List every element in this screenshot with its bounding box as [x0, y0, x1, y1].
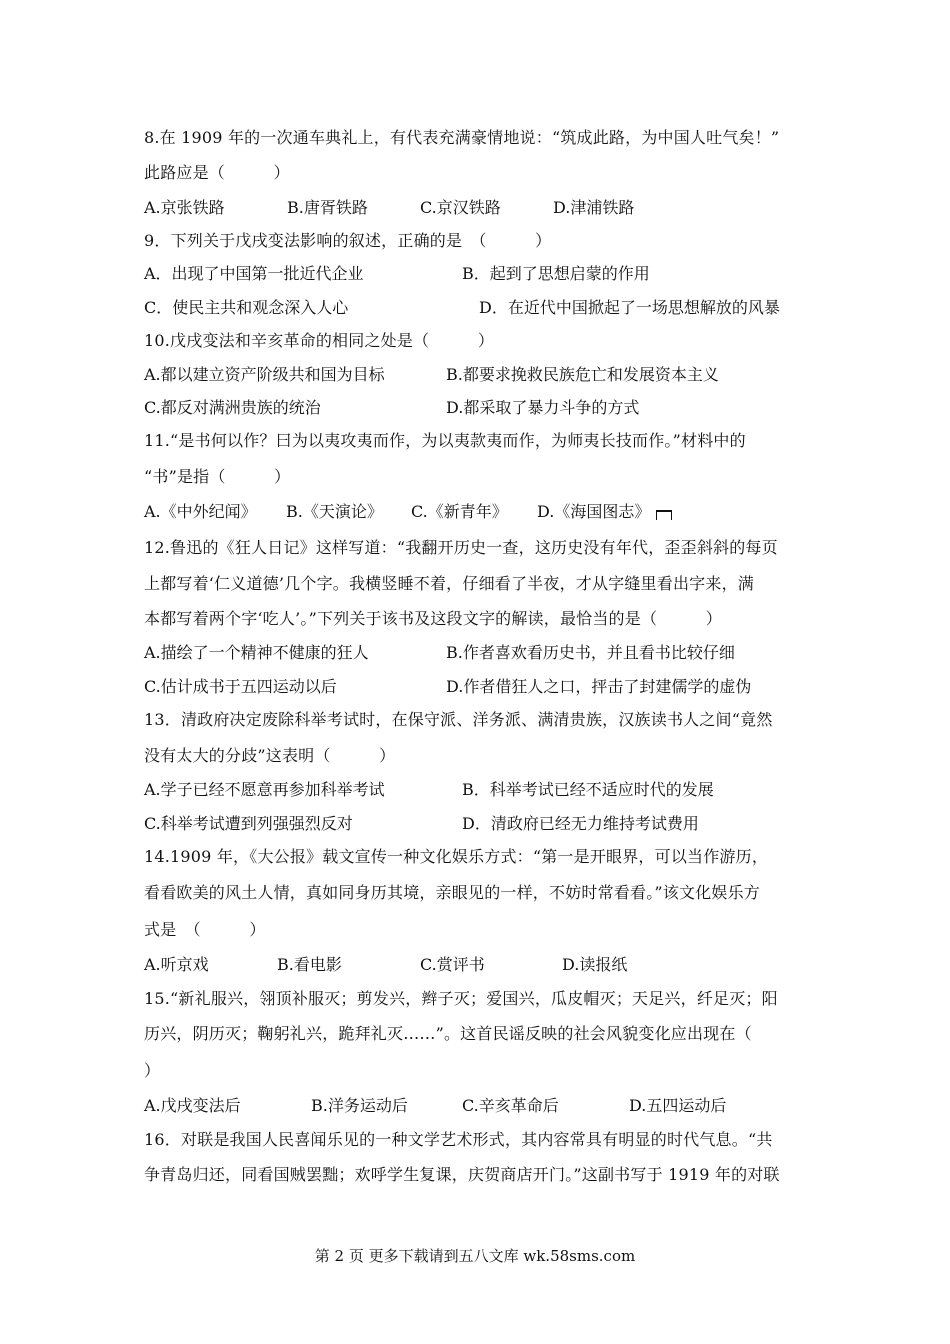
q15-stem-line1: 15.“新礼服兴，翎顶补服灭；剪发兴，辫子灭；爱国兴，瓜皮帽灭；天足兴，纤足灭；阳	[144, 989, 778, 1008]
q8-stem-line2: 此路应是（ ）	[144, 163, 290, 182]
q12-stem-line1: 12.鲁迅的《狂人日记》这样写道：“我翻开历史一查，这历史没有年代，歪歪斜斜的每页	[144, 538, 778, 557]
q10-option-a: A.都以建立资产阶级共和国为目标	[144, 365, 385, 384]
q16-stem-line2: 争青岛归还，同看国贼罢黜；欢呼学生复课，庆贺商店开门。”这副书写于 1919 年的对联	[144, 1165, 780, 1184]
q9-option-b: B．起到了思想启蒙的作用	[462, 264, 650, 283]
q12-option-d: D.作者借狂人之口，抨击了封建儒学的虚伪	[446, 677, 752, 696]
q9-stem: 9．下列关于戊戌变法影响的叙述，正确的是 （ ）	[144, 231, 552, 250]
q11-stem-line1: 11.“是书何以作？曰为以夷攻夷而作，为以夷款夷而作，为师夷长技而作。”材料中的	[144, 431, 746, 450]
q15-option-a: A.戊戌变法后	[144, 1096, 241, 1115]
q9-option-d: D．在近代中国掀起了一场思想解放的风暴	[479, 298, 780, 317]
q14-option-b: B.看电影	[277, 955, 342, 974]
q15-option-d: D.五四运动后	[629, 1096, 727, 1115]
q11-option-c: C.《新青年》	[411, 502, 508, 521]
q12-stem-line2: 上都写着‘仁义道德’几个字。我横竖睡不着，仔细看了半夜，才从字缝里看出字来，满	[144, 574, 754, 593]
q14-stem-line3: 式是 （ ）	[144, 920, 266, 939]
q11-option-b: B.《天演论》	[286, 502, 383, 521]
q15-stem-line2: 历兴，阴历灭；鞠躬礼兴，跪拜礼灭……”。这首民谣反映的社会风貌变化应出现在（	[144, 1024, 752, 1043]
q11-option-a: A.《中外纪闻》	[144, 502, 257, 521]
q13-stem-line2: 没有太大的分歧”这表明（ ）	[144, 746, 396, 765]
q13-option-c: C.科举考试遭到列强强烈反对	[144, 814, 353, 833]
q8-option-c: C.京汉铁路	[420, 198, 501, 217]
q11-stem-line2: “书”是指（ ）	[144, 467, 291, 486]
q8-option-d: D.津浦铁路	[553, 198, 635, 217]
q14-stem-line1: 14.1909 年，《大公报》载文宣传一种文化娱乐方式：“第一是开眼界，可以当作游历，	[144, 847, 769, 866]
q14-stem-line2: 看看欧美的风土人情，真如同身历其境，亲眼见的一样，不妨时常看看。”该文化娱乐方	[144, 883, 760, 902]
q9-option-a: A．出现了中国第一批近代企业	[144, 264, 364, 283]
q12-option-b: B.作者喜欢看历史书，并且看书比较仔细	[446, 643, 735, 662]
q8-option-a: A.京张铁路	[144, 198, 225, 217]
q8-option-b: B.唐胥铁路	[287, 198, 368, 217]
q14-option-c: C.赏评书	[420, 955, 485, 974]
q9-option-c: C．使民主共和观念深入人心	[144, 298, 349, 317]
q13-stem-line1: 13．清政府决定废除科举考试时，在保守派、洋务派、满清贵族，汉族读书人之间“竟然	[144, 710, 773, 729]
decorative-mark-icon	[656, 510, 672, 520]
q10-option-b: B.都要求挽救民族危亡和发展资本主义	[446, 365, 719, 384]
page-footer: 第 2 页 更多下载请到五八文库 wk.58sms.com	[314, 1247, 636, 1265]
q15-option-c: C.辛亥革命后	[462, 1096, 559, 1115]
q10-stem: 10.戊戌变法和辛亥革命的相同之处是（ ）	[144, 331, 495, 350]
q12-option-a: A.描绘了一个精神不健康的狂人	[144, 643, 369, 662]
q13-option-d: D．清政府已经无力维持考试费用	[462, 814, 699, 833]
q13-option-b: B．科举考试已经不适应时代的发展	[462, 780, 714, 799]
q15-stem-line3: ）	[144, 1061, 161, 1080]
q12-option-c: C.估计成书于五四运动以后	[144, 677, 337, 696]
q13-option-a: A.学子已经不愿意再参加科举考试	[144, 780, 385, 799]
q12-stem-line3: 本都写着两个字‘吃人’。”下列关于该书及这段文字的解读，最恰当的是（ ）	[144, 609, 722, 628]
q14-option-a: A.听京戏	[144, 955, 209, 974]
q16-stem-line1: 16．对联是我国人民喜闻乐见的一种文学艺术形式，其内容常具有明显的时代气息。“共	[144, 1130, 773, 1149]
q8-stem-line1: 8.在 1909 年的一次通车典礼上，有代表充满豪情地说：“筑成此路，为中国人吐气矣！”	[144, 128, 780, 147]
q15-option-b: B.洋务运动后	[311, 1096, 408, 1115]
q10-option-c: C.都反对满洲贵族的统治	[144, 398, 321, 417]
q14-option-d: D.读报纸	[562, 955, 628, 974]
q11-option-d: D.《海国图志》	[537, 502, 651, 521]
q10-option-d: D.都采取了暴力斗争的方式	[446, 398, 640, 417]
